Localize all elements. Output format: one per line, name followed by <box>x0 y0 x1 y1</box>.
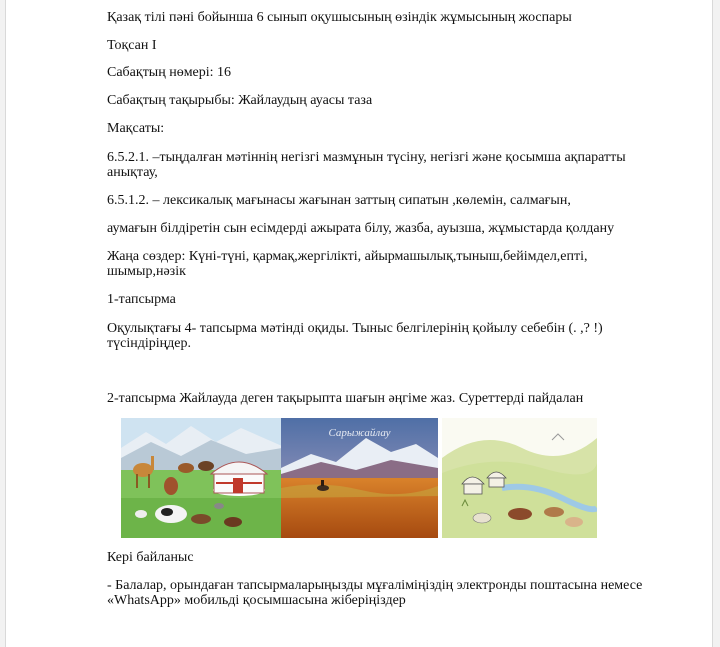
quarter-line: Тоқсан І <box>107 38 157 53</box>
yurt-animals-image <box>121 418 282 538</box>
lesson-topic: Сабақтың тақырыбы: Жайлаудың ауасы таза <box>107 93 373 108</box>
mountain-pasture-image <box>281 418 438 538</box>
task-1-text: Оқулықтағы 4- тапсырма мәтінді оқиды. Тыныс белгілерінің қойылу себебін (. ,? !) түсіндіріңдер. <box>107 321 603 351</box>
goal-2-line-1: 6.5.1.2. – лексикалық мағынасы жағынан заттың сипатын ,көлемін, салмағын, <box>107 193 571 208</box>
document-page <box>5 0 713 647</box>
document-title: Қазақ тілі пәні бойынша 6 сынып оқушысының өзіндік жұмысының жоспары <box>107 10 572 25</box>
pasture-sketch-image <box>442 418 597 538</box>
goal-2-line-2: аумағын білдіретін сын есімдерді ажырата білу, жазба, ауызша, жұмыстарда қолдану <box>107 221 615 236</box>
new-words: Жаңа сөздер: Күні-түні, қармақ,жергілікті, айырмашылық,тыныш,бейімдел,епті, шымыр,нәзік <box>107 249 588 279</box>
image-caption: Сарыжайлау <box>328 427 391 439</box>
goal-1: 6.5.2.1. –тыңдалған мәтіннің негізгі мазмұнын түсіну, негізгі және қосымша ақпаратты анықтау, <box>107 150 626 180</box>
feedback-text: - Балалар, орындаған тапсырмаларыңызды мұғаліміңіздің электронды поштасына немесе «WhatsApp» мобильді қосымшасына жіберіңіздер <box>107 578 643 608</box>
goals-label: Мақсаты: <box>107 121 165 136</box>
task-2-text: 2-тапсырма Жайлауда деген тақырыпта шағын әңгіме жаз. Суреттерді пайдалан <box>107 391 584 406</box>
lesson-number: Сабақтың нөмері: 16 <box>107 65 232 80</box>
task-1-title: 1-тапсырма <box>107 292 176 307</box>
illustrations-row <box>121 418 597 538</box>
feedback-title: Кері байланыс <box>107 550 194 565</box>
